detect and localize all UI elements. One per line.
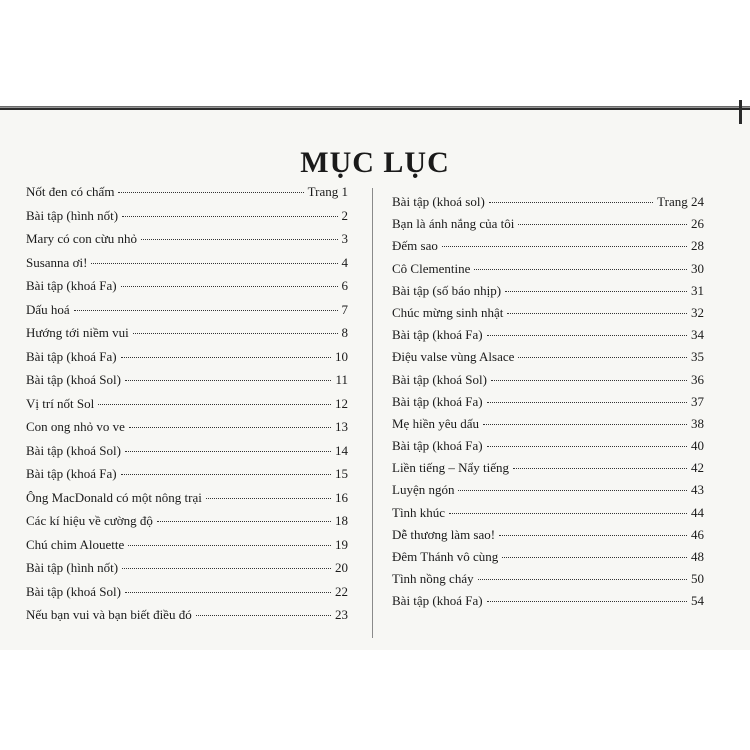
dotted-leader [129, 427, 331, 428]
toc-entry-title: Tình khúc [392, 504, 446, 520]
toc-entry-title: Bài tập (khoá Fa) [26, 278, 117, 293]
toc-entry [392, 438, 704, 460]
toc-entry-title: Ông MacDonald có một nông trại [26, 489, 202, 505]
toc-entry [392, 327, 704, 349]
toc-entry-page: 50 [691, 571, 704, 587]
toc-entry-title: Các kí hiệu về cường độ [26, 513, 153, 528]
toc-entry [392, 283, 704, 305]
toc-entry-title: Liền tiếng – Nẩy tiếng [392, 460, 509, 476]
toc-entry-page: 30 [691, 260, 704, 276]
dotted-leader [442, 246, 687, 247]
toc-entry-title: Bài tập (hình nốt) [26, 560, 119, 575]
dotted-leader [125, 451, 331, 452]
toc-entry-page: 10 [335, 348, 348, 364]
toc-entry [392, 416, 704, 438]
toc-entry [392, 482, 704, 504]
toc-entry-page: 13 [335, 419, 348, 434]
dotted-leader [121, 286, 338, 287]
toc-entry-page: 42 [691, 460, 704, 476]
dotted-leader [91, 263, 337, 264]
page-title: MỤC LỤC [300, 146, 450, 179]
toc-entry-title: Bài tập (khoá Sol) [26, 442, 121, 458]
toc-entry [392, 349, 704, 371]
dotted-leader [98, 404, 331, 405]
toc-entry [392, 460, 704, 482]
toc-entry-page: 46 [691, 526, 704, 542]
dotted-leader [489, 202, 653, 203]
toc-entry-title: Bài tập (khoá Fa) [26, 466, 117, 481]
dotted-leader [125, 592, 331, 593]
toc-entry [26, 302, 348, 326]
toc-entry-page: 8 [341, 325, 348, 340]
dotted-leader [502, 557, 687, 558]
toc-entry-page: 19 [335, 536, 348, 552]
dotted-leader [74, 310, 338, 311]
toc-entry-page: 6 [341, 278, 348, 293]
toc-entry [26, 278, 348, 302]
dotted-leader [487, 601, 687, 602]
toc-entry-page: 4 [341, 254, 348, 270]
dotted-leader [196, 615, 331, 616]
dotted-leader [121, 357, 331, 358]
dotted-leader [499, 535, 687, 536]
toc-entry-page: 2 [341, 207, 348, 223]
dotted-leader [505, 291, 687, 292]
toc-entry-page: 3 [341, 231, 348, 246]
toc-entry-title: Bạn là ánh nắng của tôi [392, 216, 515, 232]
toc-entry [26, 231, 348, 255]
toc-entry-title: Susanna ơi! [26, 254, 88, 270]
toc-entry-page: 14 [335, 442, 348, 458]
toc-entry [26, 537, 348, 561]
dotted-leader [121, 474, 331, 475]
toc-entry-page: 11 [335, 372, 348, 387]
toc-entry-title: Nếu bạn vui và bạn biết điều đó [26, 607, 192, 622]
toc-entry-title: Bài tập (khoá Sol) [392, 371, 487, 387]
dotted-leader [513, 468, 687, 469]
toc-entry [26, 584, 348, 608]
dotted-leader [118, 192, 303, 193]
toc-entry [392, 505, 704, 527]
toc-entry [392, 549, 704, 571]
toc-entry [26, 372, 348, 396]
toc-entry-title: Bài tập (khoá Fa) [392, 593, 483, 609]
toc-entry-page: 32 [691, 304, 704, 320]
dotted-leader [487, 446, 687, 447]
toc-entry-page: Trang 24 [657, 194, 704, 209]
toc-entry [26, 184, 348, 208]
toc-entry [392, 571, 704, 593]
toc-entry-page: 43 [691, 482, 704, 498]
toc-entry-page: 22 [335, 583, 348, 599]
toc-entry [392, 216, 704, 238]
dotted-leader [478, 579, 687, 580]
toc-entry-title: Bài tập (hình nốt) [26, 207, 119, 223]
toc-entry-page: 38 [691, 415, 704, 431]
toc-entry-title: Bài tập (khoá Sol) [26, 583, 121, 599]
toc-entry-title: Luyện ngón [392, 482, 455, 498]
dotted-leader [206, 498, 331, 499]
toc-column-left [26, 184, 348, 631]
toc-entry-title: Hướng tới niềm vui [26, 325, 129, 340]
toc-entry-title: Mẹ hiền yêu dấu [392, 415, 480, 431]
toc-entry-page: 37 [691, 393, 704, 409]
toc-entry-page: 16 [335, 489, 348, 505]
toc-entry-title: Cô Clementine [392, 260, 471, 276]
dotted-leader [122, 568, 331, 569]
dotted-leader [487, 402, 687, 403]
dotted-leader [128, 545, 331, 546]
toc-entry-title: Vị trí nốt Sol [26, 395, 95, 411]
toc-entry [392, 305, 704, 327]
toc-entry-title: Con ong nhỏ vo ve [26, 419, 125, 434]
dotted-leader [458, 490, 687, 491]
toc-entry-page: 54 [691, 593, 704, 609]
column-divider [372, 188, 373, 638]
toc-entry [392, 261, 704, 283]
toc-entry-title: Chúc mừng sinh nhật [392, 304, 504, 320]
toc-entry-title: Đếm sao [392, 238, 438, 254]
toc-entry-page: 15 [335, 466, 348, 481]
toc-entry [26, 466, 348, 490]
toc-entry [392, 593, 704, 615]
toc-entry-page: 34 [691, 327, 704, 343]
toc-entry-title: Mary có con cừu nhỏ [26, 231, 138, 246]
toc-entry-title: Bài tập (khoá Fa) [26, 348, 117, 364]
toc-entry-title: Dễ thương làm sao! [392, 526, 496, 542]
dotted-leader [474, 269, 687, 270]
toc-entry [392, 372, 704, 394]
toc-entry-page: 23 [335, 607, 348, 622]
toc-entry-page: 28 [691, 238, 704, 254]
dotted-leader [487, 335, 687, 336]
toc-entry-title: Điệu valse vùng Alsace [392, 349, 515, 365]
toc-entry-page: 48 [691, 549, 704, 564]
toc-entry-page: 12 [335, 395, 348, 411]
dotted-leader [133, 333, 338, 334]
toc-entry [392, 527, 704, 549]
toc-entry [26, 325, 348, 349]
toc-entry [26, 513, 348, 537]
toc-entry-title: Chú chim Alouette [26, 536, 125, 552]
toc-entry [26, 419, 348, 443]
toc-entry-page: Trang 1 [307, 184, 348, 199]
toc-entry-title: Bài tập (khoá Fa) [392, 393, 483, 409]
toc-entry-page: 31 [691, 282, 704, 298]
dotted-leader [157, 521, 331, 522]
toc-entry-page: 26 [691, 216, 704, 232]
toc-entry-title: Bài tập (khoá Fa) [392, 438, 483, 454]
toc-entry [26, 607, 348, 631]
toc-entry-page: 20 [335, 560, 348, 575]
toc-entry-title: Đêm Thánh vô cùng [392, 549, 499, 564]
toc-entry [26, 255, 348, 279]
toc-entry [392, 238, 704, 260]
toc-entry-title: Dấu hoá [26, 301, 70, 317]
toc-entry [26, 560, 348, 584]
dotted-leader [449, 513, 687, 514]
dotted-leader [125, 380, 332, 381]
page-edge-mark [739, 100, 742, 124]
toc-entry [26, 396, 348, 420]
toc-entry-page: 35 [691, 349, 704, 365]
toc-entry-title: Nốt đen có chấm [26, 184, 115, 199]
dotted-leader [483, 424, 687, 425]
dotted-leader [507, 313, 687, 314]
toc-entry-page: 36 [691, 371, 704, 387]
toc-entry [26, 349, 348, 373]
toc-entry [392, 394, 704, 416]
dotted-leader [491, 380, 687, 381]
toc-entry [26, 443, 348, 467]
toc-entry-page: 40 [691, 438, 704, 454]
toc-column-right [392, 194, 704, 616]
toc-entry [26, 490, 348, 514]
toc-entry-title: Bài tập (số báo nhịp) [392, 282, 502, 298]
toc-entry-title: Bài tập (khoá sol) [392, 194, 485, 209]
toc-entry [26, 208, 348, 232]
dotted-leader [518, 357, 687, 358]
toc-entry-page: 18 [335, 513, 348, 528]
toc-entry-title: Bài tập (khoá Sol) [26, 372, 121, 387]
toc-entry-page: 7 [341, 301, 348, 317]
toc-entry-title: Bài tập (khoá Fa) [392, 327, 483, 343]
dotted-leader [141, 239, 337, 240]
toc-entry [392, 194, 704, 216]
dotted-leader [518, 224, 687, 225]
dotted-leader [122, 216, 337, 217]
toc-entry-title: Tình nồng cháy [392, 571, 474, 587]
toc-entry-page: 44 [691, 504, 704, 520]
